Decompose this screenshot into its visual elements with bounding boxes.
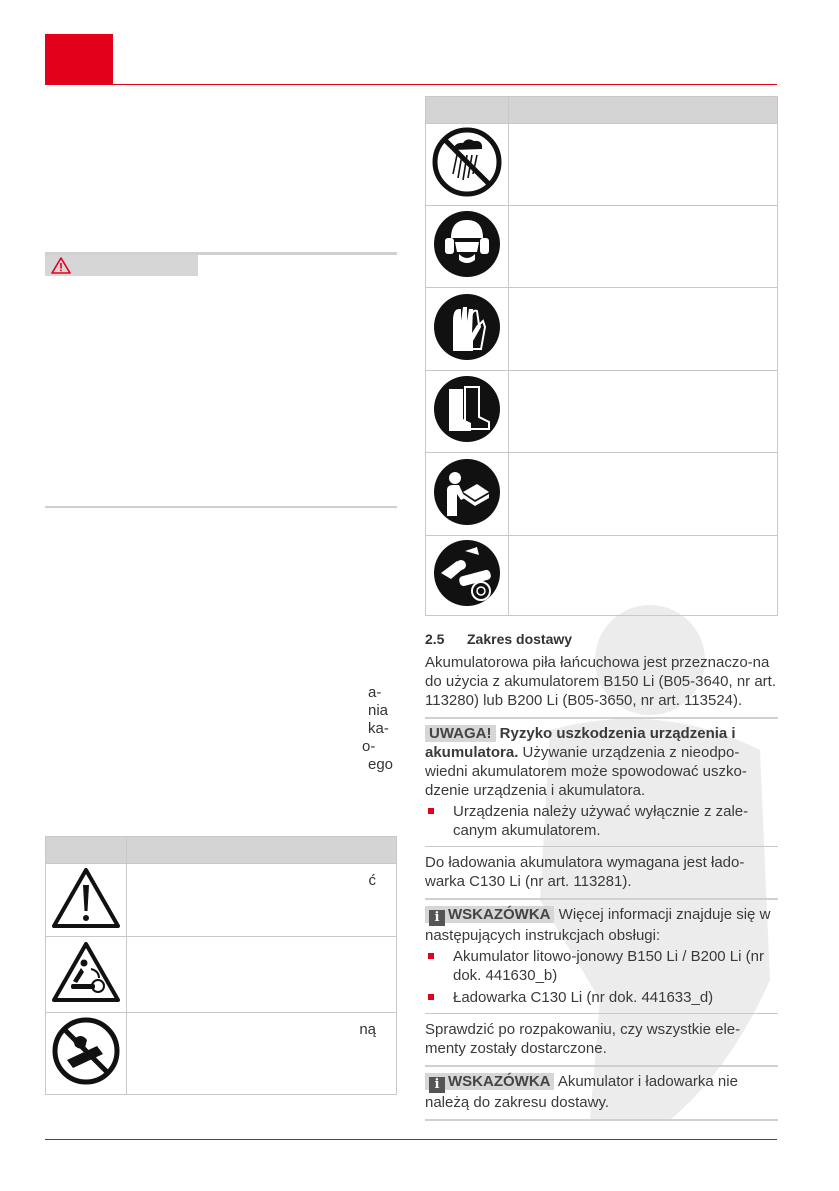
text-fragment: o- (362, 738, 376, 755)
read-manual-icon (431, 456, 503, 528)
description-cell (509, 124, 778, 206)
warning-label (45, 255, 198, 276)
warning-icon (51, 257, 71, 274)
caution-badge: UWAGA! (425, 725, 496, 742)
table-row (46, 1013, 397, 1095)
text-fragment: ka- (368, 720, 389, 737)
separator (425, 1119, 778, 1121)
table-header-cell (509, 97, 778, 124)
note-info (425, 905, 778, 945)
cell-text (127, 937, 396, 945)
separator (425, 1013, 778, 1014)
caution-notice (425, 724, 778, 800)
intro-paragraph: Akumulatorowa piła łańcuchowa jest przeznaczo-na do użycia z akumulatorem B150 Li (B05-3640, nr art. 113280) lub B200 Li (B05-3650, nr art. 113524). (425, 654, 777, 709)
description-cell (509, 536, 778, 616)
kickback-warning-icon (51, 941, 121, 1003)
table-row (46, 937, 397, 1013)
description-cell (509, 288, 778, 371)
check-paragraph: Sprawdzić po rozpakowaniu, czy wszystkie ele-menty zostały dostarczone. (425, 1021, 741, 1057)
no-one-handed-operation-icon (51, 1016, 121, 1086)
warning-triangle-icon (51, 867, 121, 929)
text-fragment: ego (368, 756, 394, 773)
chapter-marker (45, 34, 113, 84)
table-row (426, 371, 778, 453)
table-header-cell (426, 97, 509, 124)
table-row (46, 864, 397, 937)
footer-rule (45, 1139, 777, 1140)
cell-text: ną (359, 1021, 376, 1038)
table-header-cell (46, 837, 127, 864)
table-row (426, 288, 778, 371)
section-heading (425, 630, 778, 649)
info-icon: i (429, 1077, 445, 1093)
note-label: WSKAZÓWKA (448, 906, 551, 923)
separator (425, 1065, 778, 1067)
description-cell (509, 453, 778, 536)
head-eye-ear-protection-icon (431, 208, 503, 280)
note-text: Akumulator i ładowarka nie należą do zakresu dostawy. (425, 1073, 738, 1111)
list-item: Urządzenia należy używać wyłącznie z zale-canym akumulatorem. (425, 802, 778, 840)
chainsaw-two-hands-icon (431, 537, 503, 609)
caution-list (425, 802, 778, 840)
charger-paragraph: Do ładowania akumulatora wymagana jest łado-warka C130 Li (nr art. 113281). (425, 854, 745, 890)
no-rain-icon (431, 126, 503, 198)
cell-text: ć (368, 872, 376, 889)
note-label: WSKAZÓWKA (448, 1073, 551, 1090)
delivery-section (425, 630, 778, 1126)
caution-text: Używanie urządzenia z nieodpo-wiedni akumulatorem może spowodować uszko-dzenie urządzenia i akumulatora. (425, 744, 747, 799)
header-rule (45, 84, 777, 85)
table-row (426, 536, 778, 616)
description-cell (509, 206, 778, 288)
note-text: Więcej informacji znajduje się w następujących instrukcjach obsługi: (425, 906, 771, 944)
description-cell (509, 371, 778, 453)
list-item: Akumulator litowo-jonowy B150 Li / B200 Li (nr dok. 441630_b) (425, 947, 778, 985)
note-badge (425, 1073, 554, 1090)
safety-boots-icon (431, 373, 503, 445)
info-icon: i (429, 910, 445, 926)
separator (425, 717, 778, 719)
table-row (426, 206, 778, 288)
protective-gloves-icon (431, 291, 503, 363)
left-symbol-table (45, 836, 397, 1095)
table-row (426, 453, 778, 536)
table-row (426, 124, 778, 206)
section-title: Zakres dostawy (467, 631, 573, 647)
separator (425, 898, 778, 900)
separator (425, 846, 778, 847)
manual-list (425, 947, 778, 1007)
section-number: 2.5 (425, 631, 445, 647)
caution-heading: Ryzyko uszkodzenia urządzenia i akumulatora. (425, 725, 736, 761)
text-fragment: a- (368, 684, 382, 701)
note-info (425, 1072, 778, 1112)
table-header-cell (127, 837, 397, 864)
section-rule (45, 506, 397, 508)
list-item: Ładowarka C130 Li (nr dok. 441633_d) (425, 988, 778, 1007)
text-fragment: nia (368, 702, 389, 719)
note-badge (425, 906, 554, 923)
right-symbol-table (425, 96, 778, 616)
